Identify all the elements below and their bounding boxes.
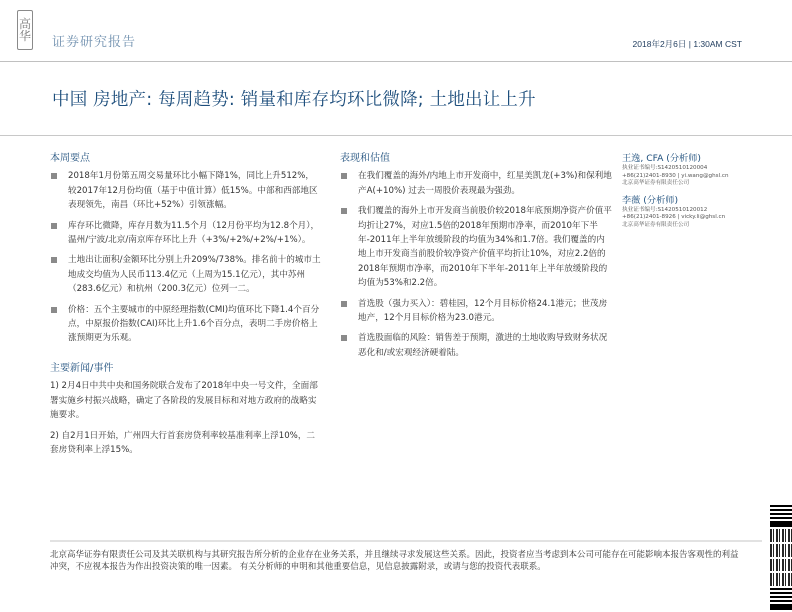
bullet-square-icon [51,307,57,313]
analyst-license: 执业证书编号:S1420510120012 [622,206,708,213]
barcode-block [770,573,792,586]
news-item: 2) 自2月1日开始，广州四大行首套房贷利率较基准利率上浮10%，二套房贷利率上浮15%。 [50,430,316,455]
analyst-contact[interactable]: +86(21)2401-8930 | yi.wang@ghsl.cn [622,172,729,179]
barcode-icon [770,505,792,612]
analyst-license: 执业证书编号:S1420510120004 [622,165,708,171]
analyst-card [622,194,787,230]
left-column [50,152,322,463]
key-point-text: 土地出让面积/金额环比分别上升209%/738%。排名前十的城市土地成交均值为人民币113.4亿元（上周为15.1亿元），其中苏州（283.6亿元）和杭州（200.3亿元）位列一二。 [68,255,321,295]
valuation-item [340,169,612,198]
key-points-heading: 本周要点 [50,153,90,164]
key-point-text: 价格：五个主要城市的中原经理指数(CMI)均值环比下降1.4个百分点，中原报价指数(CAI)环比上升1.6个百分点，表明二手房价格上涨预期更为乐观。 [68,304,320,344]
valuation-text: 我们覆盖的海外上市开发商当前股价较2018年底预期净资产价值平均折让27%，对应1.5倍的2018年预期市净率，而2010年下半年-2011年上半年放缓阶段的均值为34%和1.7倍。我们覆盖的内地上市开发商当前股价较净资产价值平均折让10%，对应2.2倍的2018年预期市净率，而2010年下半年-2011年上半年放缓阶段的均值为53%和2.2倍。 [358,206,612,289]
company-logo [17,10,33,50]
key-point-item [50,219,322,248]
barcode-lines [770,588,792,602]
key-point-text: 库存环比微降，库存月数为11.5个月（12月份平均为12.8个月），温州/宁波/北京/南京库存环比上升（+3%/+2%/+2%/+1%）。 [68,220,320,246]
valuation-item [340,297,612,326]
analyst-company: 北京高华证券有限责任公司 [622,180,690,186]
bullet-square-icon [51,257,57,263]
header-divider [0,61,792,62]
bullet-square-icon [341,208,347,214]
key-point-text: 2018年1月份第五周交易量环比小幅下降1%，同比上升512%，较2017年12月份均值（基于中值计算）低15%。中部和西部地区表现领先，南昌（环比+52%）引领涨幅。 [68,171,318,211]
barcode-bar [770,604,792,610]
news-list [50,379,322,457]
bullet-square-icon [341,173,347,179]
brand-label: 证券研究报告 [52,35,137,50]
key-points-list [50,169,322,345]
news-heading: 主要新闻/事件 [50,362,114,374]
report-title: 中国 房地产: 每周趋势: 销量和库存均环比微降; 土地出让上升 [52,90,536,110]
barcode-block [770,559,792,572]
barcode-block [770,544,792,557]
valuation-item [340,204,612,290]
bullet-square-icon [51,223,57,229]
bullet-square-icon [341,335,347,341]
analyst-name: 王逸, CFA (分析师) [622,153,702,164]
key-point-item [50,169,322,212]
logo-char-1: 高 [18,17,31,31]
bullet-square-icon [51,173,57,179]
valuation-text: 首选股（强力买入）：碧桂园，12个月目标价格24.1港元；世茂房地产，12个月目标价格为23.0港元。 [358,298,608,324]
disclaimer-text: 北京高华证券有限责任公司及其关联机构与其研究报告所分析的企业存在业务关系，并且继续寻求发展这些关系。因此，投资者应当考虑到本公司可能存在可能影响本报告客观性的利益冲突，不应视本报告为作出投资决策的唯一因素。 有关分析师的申明和其他重要信息，见信息披露附录，或请与您的投资代表联系。 [50,550,739,572]
logo-char-2: 华 [18,29,31,43]
valuation-heading: 表现和估值 [340,153,390,164]
analyst-company: 北京高华证券有限责任公司 [622,221,690,228]
analyst-card [622,152,787,188]
title-divider [0,135,792,136]
analyst-name: 李薇 (分析师) [622,194,679,206]
bullet-square-icon [341,301,347,307]
valuation-list [340,169,612,360]
barcode-block [770,529,792,542]
report-timestamp: 2018年2月6日 | 1:30AM CST [632,39,742,49]
middle-column [340,152,612,366]
valuation-text: 首选股面临的风险：销售差于预期，激进的土地收购导致财务状况恶化和/或宏观经济硬着陆。 [358,333,608,358]
analyst-contact[interactable]: +86(21)2401-8926 | vicky.li@ghsl.cn [622,214,726,220]
valuation-text: 在我们覆盖的海外/内地上市开发商中，红星美凯龙(+3%)和保利地产A(+10%) 过去一周股价表现最为强劲。 [358,171,612,196]
barcode-bar [770,521,792,527]
key-point-item [50,303,322,346]
analyst-panel [622,152,787,235]
footer-divider [50,540,762,542]
barcode-lines [770,505,792,519]
valuation-item [340,331,612,360]
key-point-item [50,253,322,296]
news-item: 1) 2月4日中共中央和国务院联合发布了2018年中央一号文件，全面部署实施乡村振兴战略，确定了各阶段的发展目标和对地方政府的战略实施要求。 [50,381,318,421]
